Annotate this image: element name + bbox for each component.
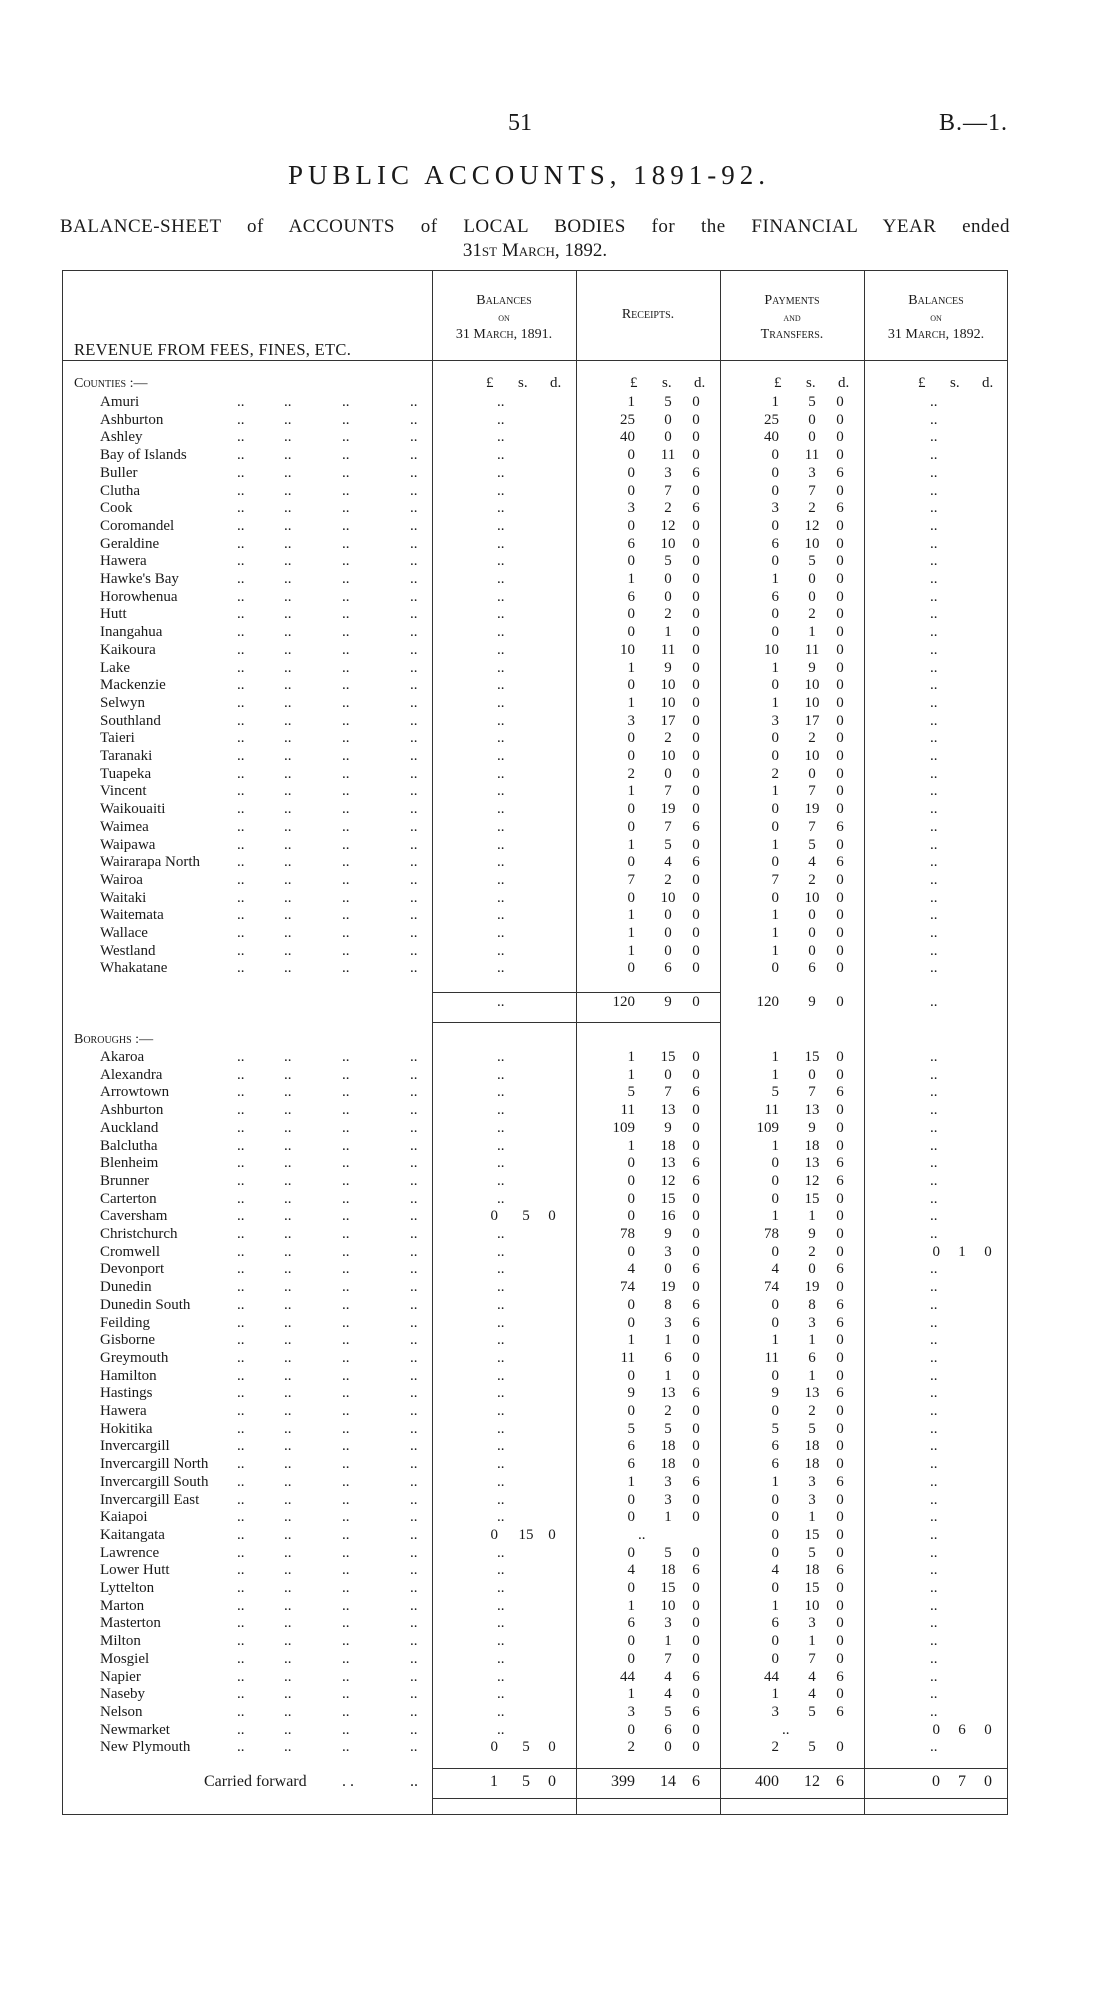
boroughs-label: Boroughs :— — [74, 1032, 154, 1047]
currency-units-row: £ s. d. £ s. d. £ s. d. £ s. d. — [486, 375, 994, 391]
table-row: Devonport .. .. .. .. .. 4 0 6 4 0 6 .. — [100, 1261, 938, 1278]
section-title: REVENUE FROM FEES, FINES, ETC. — [74, 340, 352, 359]
table-row: Tuapeka .. .. .. .. .. 2 0 0 2 0 0 .. — [100, 765, 938, 782]
table-row: Milton .. .. .. .. .. 0 1 0 0 1 0 .. — [100, 1633, 938, 1650]
table-row: Taieri .. .. .. .. .. 0 2 0 0 2 0 .. — [100, 730, 938, 747]
table-row: Wairoa .. .. .. .. .. 7 2 0 7 2 0 .. — [100, 871, 938, 888]
table-row: Hutt .. .. .. .. .. 0 2 0 0 2 0 .. — [100, 606, 938, 623]
table-row: Newmarket .. .. .. .. .. 0 6 0 .. 0 6 0 — [100, 1721, 992, 1738]
table-row: Hamilton .. .. .. .. .. 0 1 0 0 1 0 .. — [100, 1367, 938, 1384]
table-row: Taranaki .. .. .. .. .. 0 10 0 0 10 0 .. — [100, 748, 938, 764]
table-row: Lake .. .. .. .. .. 1 9 0 1 9 0 .. — [100, 659, 938, 676]
table-row: Caversham .. .. .. .. 0 5 0 0 16 0 1 1 0 .. — [100, 1208, 938, 1225]
table-row: Whakatane .. .. .. .. .. 0 6 0 0 6 0 .. — [100, 960, 938, 977]
table-row: Kaikoura .. .. .. .. .. 10 11 0 10 11 0 .. — [100, 641, 938, 658]
counties-label: Counties :— — [74, 376, 148, 391]
table-row: Waipawa .. .. .. .. .. 1 5 0 1 5 0 .. — [100, 836, 938, 853]
table-row: Ashburton .. .. .. .. .. 25 0 0 25 0 0 .. — [100, 411, 938, 428]
table-row: Invercargill South .. .. .. .. .. 1 3 6 1 3 6 .. — [100, 1473, 938, 1490]
table-row: Brunner .. .. .. .. .. 0 12 6 0 12 6 .. — [100, 1172, 938, 1189]
table-row: Mackenzie .. .. .. .. .. 0 10 0 0 10 0 .. — [100, 677, 938, 694]
table-row: Auckland .. .. .. .. .. 109 9 0 109 9 0 .. — [100, 1119, 938, 1136]
table-row: Hastings .. .. .. .. .. 9 13 6 9 13 6 .. — [100, 1385, 938, 1402]
table-row: Hawke's Bay .. .. .. .. .. 1 0 0 1 0 0 .. — [100, 571, 938, 587]
table-row: Feilding .. .. .. .. .. 0 3 6 0 3 6 .. — [100, 1314, 938, 1331]
page-number: 51 — [508, 110, 532, 136]
table-row: Bay of Islands .. .. .. .. .. 0 11 0 0 11 0 .. — [100, 447, 938, 464]
table-row: Coromandel .. .. .. .. .. 0 12 0 0 12 0 .. — [100, 517, 938, 534]
table-row: Southland .. .. .. .. .. 3 17 0 3 17 0 .. — [100, 712, 938, 729]
table-row: Waimea .. .. .. .. .. 0 7 6 0 7 6 .. — [100, 818, 938, 835]
table-row: Masterton .. .. .. .. .. 6 3 0 6 3 0 .. — [100, 1615, 938, 1632]
table-row: New Plymouth .. .. .. .. 0 5 0 2 0 0 2 5 0 .. — [100, 1739, 938, 1756]
table-row: Invercargill .. .. .. .. .. 6 18 0 6 18 0 .. — [100, 1438, 938, 1455]
table-row: Christchurch .. .. .. .. .. 78 9 0 78 9 0 .. — [100, 1226, 938, 1242]
table-row: Balclutha .. .. .. .. .. 1 18 0 1 18 0 .. — [100, 1137, 938, 1154]
table-row: Invercargill North .. .. .. .. .. 6 18 0 6 18 0 .. — [100, 1456, 938, 1473]
counties-total-rule-top — [432, 992, 720, 993]
table-row: Amuri .. .. .. .. .. 1 5 0 1 5 0 .. — [100, 394, 938, 410]
table-row: Wallace .. .. .. .. .. 1 0 0 1 0 0 .. — [100, 925, 938, 941]
table-row: Selwyn .. .. .. .. .. 1 10 0 1 10 0 .. — [100, 694, 938, 711]
document-title: PUBLIC ACCOUNTS, 1891-92. — [287, 160, 771, 190]
table-row: Carterton .. .. .. .. .. 0 15 0 0 15 0 .. — [100, 1190, 938, 1207]
table-row: Lower Hutt .. .. .. .. .. 4 18 6 4 18 6 .. — [100, 1562, 938, 1579]
document-reference: B.—1. — [938, 110, 1008, 136]
table-row: Buller .. .. .. .. .. 0 3 6 0 3 6 .. — [100, 464, 938, 481]
table-row: Gisborne .. .. .. .. .. 1 1 0 1 1 0 .. — [100, 1332, 938, 1349]
table-row: Vincent .. .. .. .. .. 1 7 0 1 7 0 .. — [100, 783, 938, 800]
table-row: Mosgiel .. .. .. .. .. 0 7 0 0 7 0 .. — [100, 1650, 938, 1667]
document-subtitle: BALANCE-SHEET of ACCOUNTS of LOCAL BODIES for the FINANCIAL YEAR ended — [60, 216, 1010, 237]
table-row: Clutha .. .. .. .. .. 0 7 0 0 7 0 .. — [100, 482, 938, 499]
table-row: Hawera .. .. .. .. .. 0 2 0 0 2 0 .. — [100, 1403, 938, 1419]
table-row: Kaiapoi .. .. .. .. .. 0 1 0 0 1 0 .. — [100, 1509, 938, 1526]
document-subtitle-date: 31st March, 1892. — [462, 240, 608, 261]
table-row: Lyttelton .. .. .. .. .. 0 15 0 0 15 0 .. — [100, 1580, 938, 1596]
table-row: Waitaki .. .. .. .. .. 0 10 0 0 10 0 .. — [100, 889, 938, 906]
table-row: Horowhenua .. .. .. .. .. 6 0 0 6 0 0 .. — [100, 588, 938, 605]
table-row: Ashburton .. .. .. .. .. 11 13 0 11 13 0 .. — [100, 1102, 938, 1119]
carried-forward-row: Carried forward . . .. 1 5 0 399 14 6 400 12 6 0 7 0 — [204, 1773, 992, 1790]
table-row: Arrowtown .. .. .. .. .. 5 7 6 5 7 6 .. — [100, 1084, 938, 1101]
carried-forward-rule-top — [432, 1768, 1008, 1769]
table-row: Akaroa .. .. .. .. .. 1 15 0 1 15 0 .. — [100, 1049, 938, 1065]
table-row: Geraldine .. .. .. .. .. 6 10 0 6 10 0 .. — [100, 535, 938, 552]
header-rule — [62, 360, 1008, 361]
table-row: Cook .. .. .. .. .. 3 2 6 3 2 6 .. — [100, 500, 938, 517]
column-header-closing-balances: Balances on 31 March, 1892. — [887, 293, 985, 342]
column-header-receipts: Receipts. — [621, 307, 675, 322]
table-row: Wairarapa North .. .. .. .. .. 0 4 6 0 4 6 .. — [100, 854, 938, 871]
table-row: Lawrence .. .. .. .. .. 0 5 0 0 5 0 .. — [100, 1544, 938, 1561]
table-row: Waikouaiti .. .. .. .. .. 0 19 0 0 19 0 .. — [100, 801, 938, 818]
column-header-opening-balances: Balances on 31 March, 1891. — [455, 293, 553, 342]
table-row: Alexandra .. .. .. .. .. 1 0 0 1 0 0 .. — [100, 1066, 938, 1083]
table-row: Blenheim .. .. .. .. .. 0 13 6 0 13 6 .. — [100, 1155, 938, 1172]
table-row: Napier .. .. .. .. .. 44 4 6 44 4 6 .. — [100, 1668, 938, 1685]
counties-total-row: .. 120 9 0 120 9 0 .. — [497, 994, 938, 1010]
table-row: Inangahua .. .. .. .. .. 0 1 0 0 1 0 .. — [100, 624, 938, 641]
table-row: Westland .. .. .. .. .. 1 0 0 1 0 0 .. — [100, 942, 938, 959]
table-row: Waitemata .. .. .. .. .. 1 0 0 1 0 0 .. — [100, 907, 938, 924]
table-row: Naseby .. .. .. .. .. 1 4 0 1 4 0 .. — [100, 1686, 938, 1703]
table-row: Kaitangata .. .. .. .. 0 15 0 .. 0 15 0 .. — [100, 1526, 938, 1543]
table-row: Cromwell .. .. .. .. .. 0 3 0 0 2 0 0 1 0 — [100, 1243, 992, 1260]
table-row: Invercargill East .. .. .. .. .. 0 3 0 0 3 0 .. — [100, 1491, 938, 1508]
table-row: Nelson .. .. .. .. .. 3 5 6 3 5 6 .. — [100, 1703, 938, 1720]
table-row: Dunedin .. .. .. .. .. 74 19 0 74 19 0 .. — [100, 1279, 938, 1296]
counties-total-rule-bottom — [432, 1022, 720, 1023]
table-row: Dunedin South .. .. .. .. .. 0 8 6 0 8 6 .. — [100, 1296, 938, 1313]
table-row: Hokitika .. .. .. .. .. 5 5 0 5 5 0 .. — [100, 1420, 938, 1437]
table-row: Ashley .. .. .. .. .. 40 0 0 40 0 0 .. — [100, 429, 938, 446]
table-row: Greymouth .. .. .. .. .. 11 6 0 11 6 0 .. — [100, 1349, 938, 1366]
carried-forward-rule-bottom — [432, 1798, 1008, 1799]
table-row: Hawera .. .. .. .. .. 0 5 0 0 5 0 .. — [100, 553, 938, 570]
column-header-payments: Payments and Transfers. — [760, 293, 824, 342]
table-row: Marton .. .. .. .. .. 1 10 0 1 10 0 .. — [100, 1597, 938, 1614]
